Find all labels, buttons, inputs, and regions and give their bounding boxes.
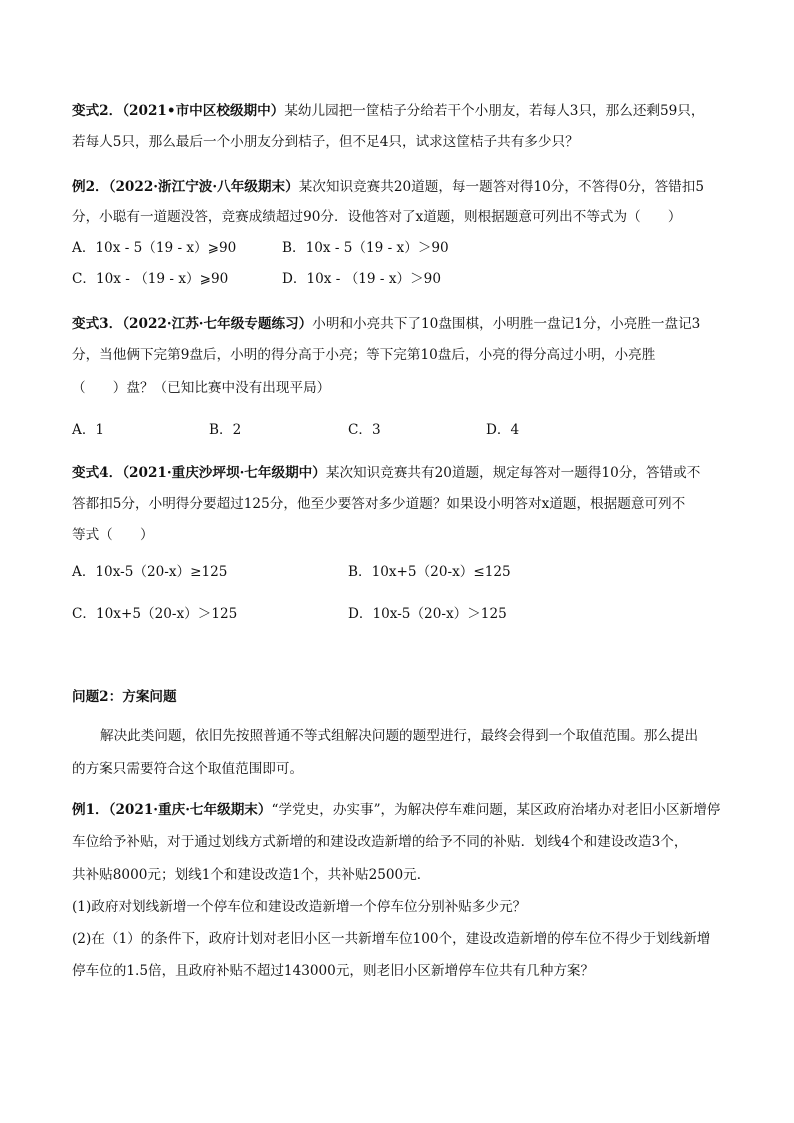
example2-label: 例2． (72, 179, 109, 195)
example2-text1: 某次知识竞赛共20道题，每一题答对得10分，不答得0分，答错扣5 (298, 179, 705, 195)
example2-source: （2022·浙江宁波·八年级期末） (108, 179, 299, 195)
example1-subquestion1: (1)政府对划线新增一个停车位和建设改造新增一个停车位分别补贴多少元？ (72, 899, 527, 915)
variant4-line2: 答都扣5分，小明得分要超过125分，他至少要答对多少道题？如果设小明答对x道题，根据题意可列不 (72, 496, 686, 512)
example1-line1 (72, 800, 720, 820)
variant4-source: （2021·重庆沙坪坝·七年级期中） (122, 465, 326, 481)
example2-option-b: B．10x - 5（19 - x）＞90 (282, 240, 449, 256)
variant3-line2: 分，当他俩下完第9盘后，小明的得分高于小亮；等下完第10盘后，小亮的得分高过小明，小亮胜 (72, 347, 656, 363)
problem2-para-line1: 解决此类问题，依旧先按照普通不等式组解决问题的题型进行，最终会得到一个取值范围。那么提出 (100, 728, 699, 744)
example1-subquestion2-line1: (2)在（1）的条件下，政府计划对老旧小区一共新增车位100个，建设改造新增的停车位不得少于划线新增 (72, 931, 711, 947)
example1-label: 例1． (72, 802, 109, 818)
example2-option-d: D．10x - （19 - x）＞90 (282, 271, 441, 287)
variant4-option-a: A．10x-5（20-x）≥125 (72, 564, 228, 580)
variant3-option-d: D．4 (486, 422, 520, 438)
variant4-text1: 某次知识竞赛共有20道题，规定每答对一题得10分，答错或不 (325, 465, 701, 481)
example1-text1: “学党史，办实事”，为解决停车难问题，某区政府治堵办对老旧小区新增停 (271, 802, 721, 818)
variant4-line3: 等式（ ） (72, 527, 154, 543)
example1-subquestion2-line2: 停车位的1.5倍，且政府补贴不超过143000元，则老旧小区新增停车位共有几种方案？ (72, 963, 595, 979)
variant3-label: 变式3． (72, 316, 123, 332)
variant3-option-c: C．3 (348, 422, 381, 438)
variant2-line2: 若每人5只，那么最后一个小朋友分到桔子，但不足4只，试求这筐桔子共有多少只？ (72, 134, 579, 150)
variant3-source: （2022·江苏·七年级专题练习） (122, 316, 313, 332)
variant3-line1 (72, 314, 700, 334)
variant4-line1 (72, 463, 700, 483)
variant4-option-c: C．10x+5（20-x）＞125 (72, 606, 238, 622)
variant2-line1 (72, 101, 705, 121)
example2-option-c: C．10x - （19 - x）⩾90 (72, 271, 229, 287)
variant2-source: （2021•市中区校级期中） (122, 103, 285, 119)
variant3-option-b: B．2 (209, 422, 242, 438)
problem2-heading: 问题2：方案问题 (72, 689, 177, 705)
problem2-para-line2: 的方案只需要符合这个取值范围即可。 (72, 761, 304, 777)
variant4-option-b: B．10x+5（20-x）≤125 (348, 564, 511, 580)
example2-option-a: A．10x - 5（19 - x）⩾90 (72, 240, 237, 256)
example2-line1 (72, 177, 704, 197)
example1-line2: 车位给予补贴，对于通过划线方式新增的和建设改造新增的给予不同的补贴．划线4个和建设改造3个， (72, 834, 688, 850)
variant2-label: 变式2． (72, 103, 123, 119)
example2-line2: 分，小聪有一道题没答，竞赛成绩超过90分．设他答对了x道题，则根据题意可列出不等式为（ ） (72, 209, 682, 225)
example1-line3: 共补贴8000元；划线1个和建设改造1个，共补贴2500元． (72, 867, 431, 883)
variant3-text1: 小明和小亮共下了10盘围棋，小明胜一盘记1分，小亮胜一盘记3 (312, 316, 701, 332)
variant3-option-a: A．1 (72, 422, 105, 438)
variant4-option-d: D．10x-5（20-x）＞125 (348, 606, 507, 622)
example1-source: （2021·重庆·七年级期末） (108, 802, 272, 818)
variant2-text1: 某幼儿园把一筐桔子分给若干个小朋友，若每人3只，那么还剩59只， (284, 103, 705, 119)
variant4-label: 变式4． (72, 465, 123, 481)
variant3-line3: （ ）盘？（已知比赛中没有出现平局） (72, 380, 331, 396)
